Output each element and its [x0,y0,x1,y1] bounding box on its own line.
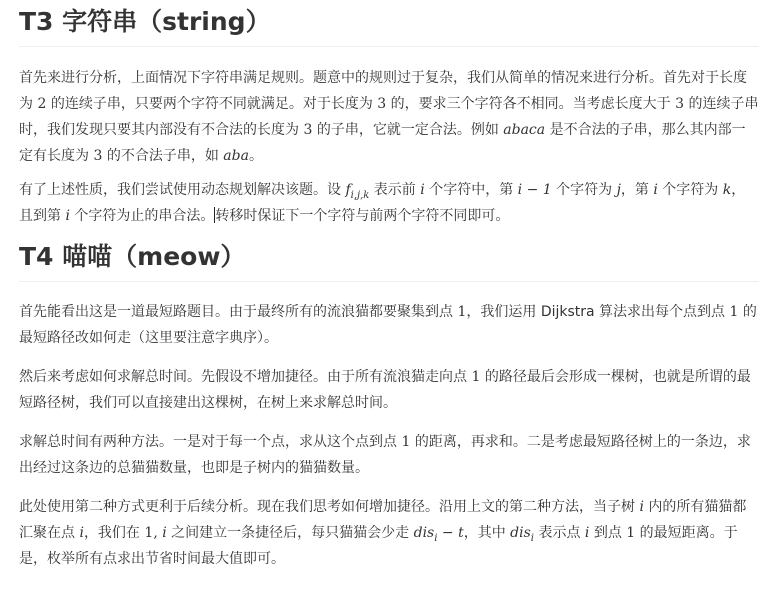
text-cursor [214,207,215,223]
inline-math: 1 [471,369,481,385]
inline-math: , [153,525,163,541]
paragraph: 然后来考虑如何求解总时间。先假设不增加捷径。由于所有流浪猫走向点 1 的路径最后会形成一棵树，也就是所谓的最短路径树，我们可以直接建出这棵树，在树上来求解总时间。 [19,369,751,411]
paragraph: 此处使用第二种方式更利于后续分析。现在我们思考如何增加捷径。沿用上文的第二种方法，当子树 i 内的所有猫猫都汇聚在点 i，我们在 1, i 之间建立一条捷径后，每只猫猫会少走 dis$_i$ − t，其中 dis$_i$ 表示点 i 到点 1 的最短距离。于是，枚举所有点求出节省时间最大值即可。 [19,499,747,567]
inline-math: i [420,182,425,198]
inline-math: 3 [377,96,387,112]
inline-math: dis$_i$ [510,525,534,544]
inline-math: k [722,182,732,198]
inline-math: i [653,182,658,198]
inline-math: t [458,525,464,541]
paragraph: 求解总时间有两种方法。一是对于每一个点，求从这个点到点 1 的距离，再求和。二是考虑最短路径树上的一条边，求出经过这条边的总猫猫数量，也即是子树内的猫猫数量。 [19,434,751,476]
inline-math: i [65,208,70,224]
inline-math: abaca [503,122,546,138]
inline-math: 1 [401,434,411,450]
inline-math: $f_{i,j,k}$ [345,182,370,201]
inline-math: i [79,525,84,541]
inline-math: − [437,525,459,541]
inline-math: 3 [303,122,313,138]
inline-math: dis$_i$ [413,525,438,544]
inline-math: i [639,499,644,515]
section-heading-t4: T4 喵喵（meow） [19,235,759,282]
paragraph: 有了上述性质，我们尝试使用动态规划解决该题。设 $f_{i,j,k}$ 表示前 i 个字符中，第 i − 1 个字符为 j，第 i 个字符为 k，且到第 i 个字符为止的串合法。转移时保证下一个字符与前两个字符不同即可。 [19,182,746,224]
inline-math: i [584,525,590,541]
inline-math: aba [223,148,249,164]
inline-math: i [162,525,167,541]
section-heading-t3: T3 字符串（string） [19,0,759,47]
document-content [19,0,759,572]
inline-math: i − 1 [517,182,552,198]
inline-math: 2 [37,96,47,112]
paragraph: 首先来进行分析，上面情况下字符串满足规则。题意中的规则过于复杂，我们从简单的情况来进行分析。首先对于长度为 2 的连续子串，只要两个字符不同就满足。对于长度为 3 的，要求三个字符各不相同。当考虑长度大于 3 的连续子串时，我们发现只要其内部没有不合法的长度为 3 的子串，它就一定合法。例如 abaca 是不合法的子串，那么其内部一定有长度为 3 的不合法子串，如 aba。 [19,70,759,164]
inline-math: 1 [457,304,467,320]
paragraph: 首先能看出这是一道最短路题目。由于最终所有的流浪猫都要聚集到点 1，我们运用 Dijkstra 算法求出每个点到点 1 的最短路径改如何走（这里要注意字典序）。 [19,304,757,346]
inline-math: 3 [93,148,103,164]
inline-math: 1 [626,525,636,541]
inline-math: 1 [729,304,739,320]
inline-math: j [616,182,621,198]
inline-math: 1 [144,525,154,541]
inline-math: 3 [675,96,685,112]
